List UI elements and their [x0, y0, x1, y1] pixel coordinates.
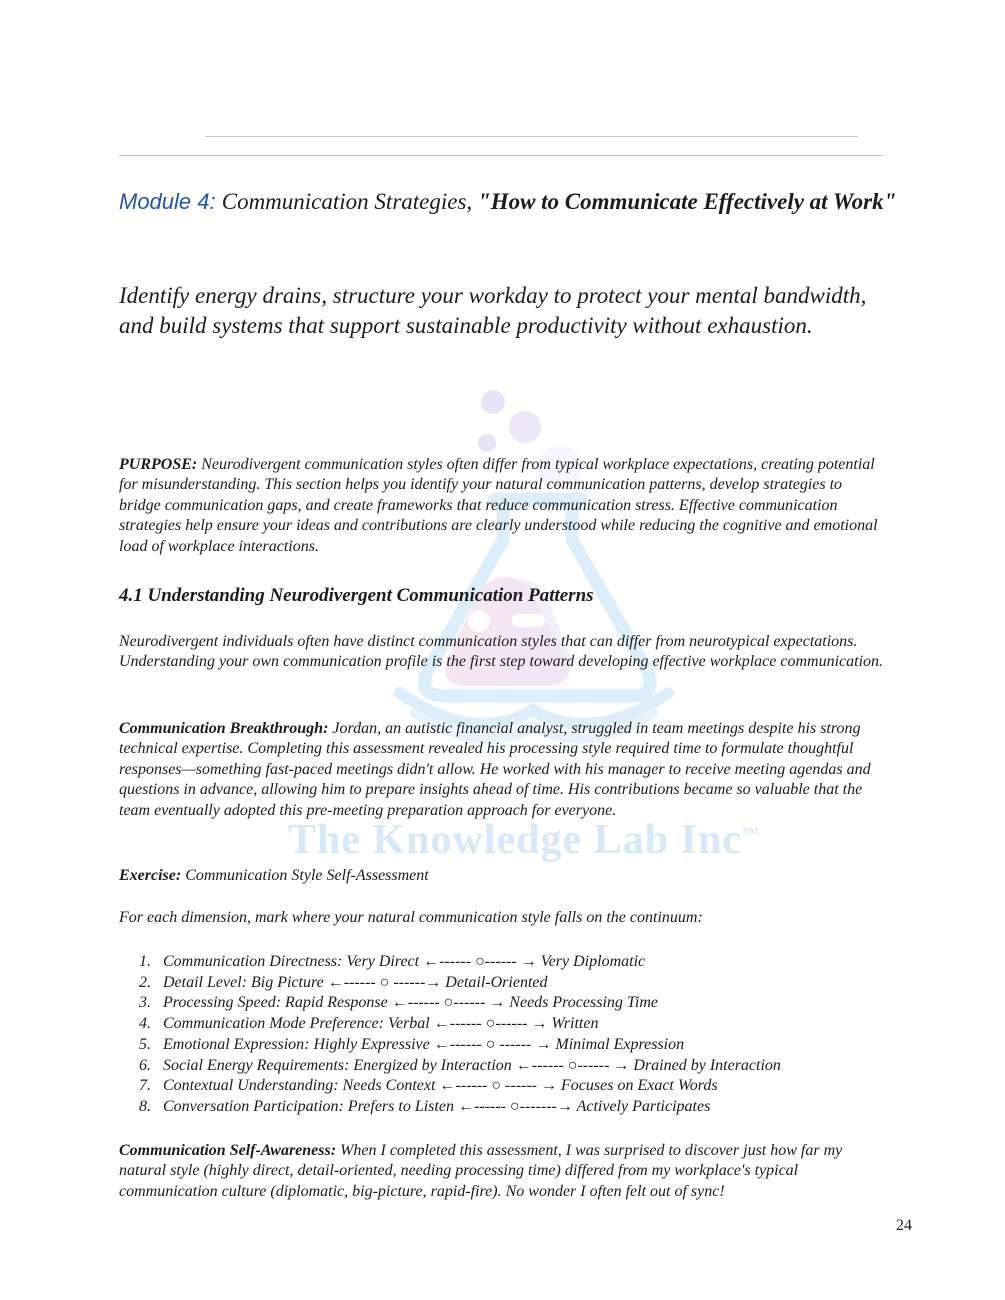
module-quote: "How to Communicate Effectively at Work" [477, 189, 897, 214]
purpose-text: Neurodivergent communication styles often differ from typical workplace expectations, creating potential for misunderstanding. This section helps you identify your natural communication patterns, develop strategies to bridge communication gaps, and create frameworks that reduce communication stress. Effective communication strategies help ensure your ideas and contributions are clearly understood while reducing the cognitive and emotional load of workplace interactions. [119, 456, 878, 555]
list-item [137, 1076, 947, 1097]
instruction-line: For each dimension, mark where your natural communication style falls on the continuum: [119, 909, 703, 926]
list-item [137, 1097, 947, 1118]
breakthrough-text: Jordan, an autistic financial analyst, struggled in team meetings despite his strong technical expertise. Completing this assessment revealed his processing style required time to formulate thoughtful responses—something fast-paced meetings didn't allow. He worked with his manager to receive meeting agendas and questions in advance, allowing him to prepare insights ahead of time. His contributions became so valuable that the team eventually adopted this pre-meeting preparation approach for everyone. [119, 720, 871, 819]
module-title [119, 187, 919, 217]
watermark-label: The Knowledge Lab Inc [288, 817, 742, 863]
list-item [137, 1014, 947, 1035]
assessment-list [137, 952, 947, 1118]
list-item-text: Detail Level: Big Picture ←------ ○ ------→ Detail-Oriented [163, 973, 548, 991]
header-rule-bottom [119, 155, 884, 156]
module-subtitle: Identify energy drains, structure your workday to protect your mental bandwidth, and build systems that support sustainable productivity without exhaustion. [119, 283, 867, 338]
list-item [137, 973, 947, 994]
list-item-number: 3. [139, 994, 151, 1012]
list-item-number: 4. [139, 1015, 151, 1033]
list-item-number: 7. [139, 1077, 151, 1095]
list-item-text: Social Energy Requirements: Energized by Interaction ←------ ○------ → Drained by Interaction [163, 1056, 781, 1074]
section-heading: 4.1 Understanding Neurodivergent Communication Patterns [119, 585, 594, 606]
list-item [137, 993, 947, 1014]
exercise-line [119, 866, 886, 886]
purpose-label: PURPOSE: [119, 456, 198, 473]
list-item-number: 2. [139, 973, 151, 991]
breakthrough-label: Communication Breakthrough: [119, 720, 329, 737]
section-intro-paragraph: Neurodivergent individuals often have distinct communication styles that can differ from neurotypical expectations. Understanding your own communication profile is the first step toward developing effective workplace communication. [119, 633, 884, 671]
list-item-text: Conversation Participation: Prefers to Listen ←------ ○-------→ Actively Participates [163, 1097, 711, 1115]
knowledge-lab-watermark-text [288, 816, 759, 864]
list-item-text: Communication Mode Preference: Verbal ←------ ○------ → Written [163, 1015, 599, 1033]
list-item-number: 1. [139, 953, 151, 970]
list-item [137, 952, 947, 973]
module-number-label: Module 4: [119, 189, 222, 214]
self-awareness-text: When I completed this assessment, I was surprised to discover just how far my natural style (highly direct, detail-oriented, needing processing time) differed from my workplace's typical communication culture (diplomatic, big-picture, rapid-fire). No wonder I often felt out of sync! [119, 1142, 843, 1200]
exercise-label: Exercise: [119, 867, 182, 884]
breakthrough-paragraph [119, 719, 886, 821]
self-awareness-label: Communication Self-Awareness: [119, 1142, 337, 1159]
page-number: 24 [896, 1217, 912, 1234]
exercise-text: Communication Style Self-Assessment [181, 867, 429, 884]
list-item-text: Communication Directness: Very Direct ←------ ○------ → Very Diplomatic [163, 953, 646, 970]
list-item-text: Emotional Expression: Highly Expressive ←------ ○ ------ → Minimal Expression [163, 1035, 685, 1053]
list-item-number: 6. [139, 1056, 151, 1074]
module-name: Communication Strategies, [221, 189, 478, 214]
header-rule-top [205, 136, 858, 137]
list-item-text: Processing Speed: Rapid Response ←------ ○------ → Needs Processing Time [163, 994, 659, 1012]
purpose-paragraph [119, 455, 886, 557]
list-item-number: 5. [139, 1035, 151, 1053]
list-item [137, 1056, 947, 1077]
list-item [137, 1035, 947, 1056]
self-awareness-paragraph [119, 1141, 886, 1202]
list-item-text: Contextual Understanding: Needs Context ←------ ○ ------ → Focuses on Exact Words [163, 1077, 718, 1095]
trademark-symbol: ™ [741, 824, 759, 843]
list-item-number: 8. [139, 1097, 151, 1115]
